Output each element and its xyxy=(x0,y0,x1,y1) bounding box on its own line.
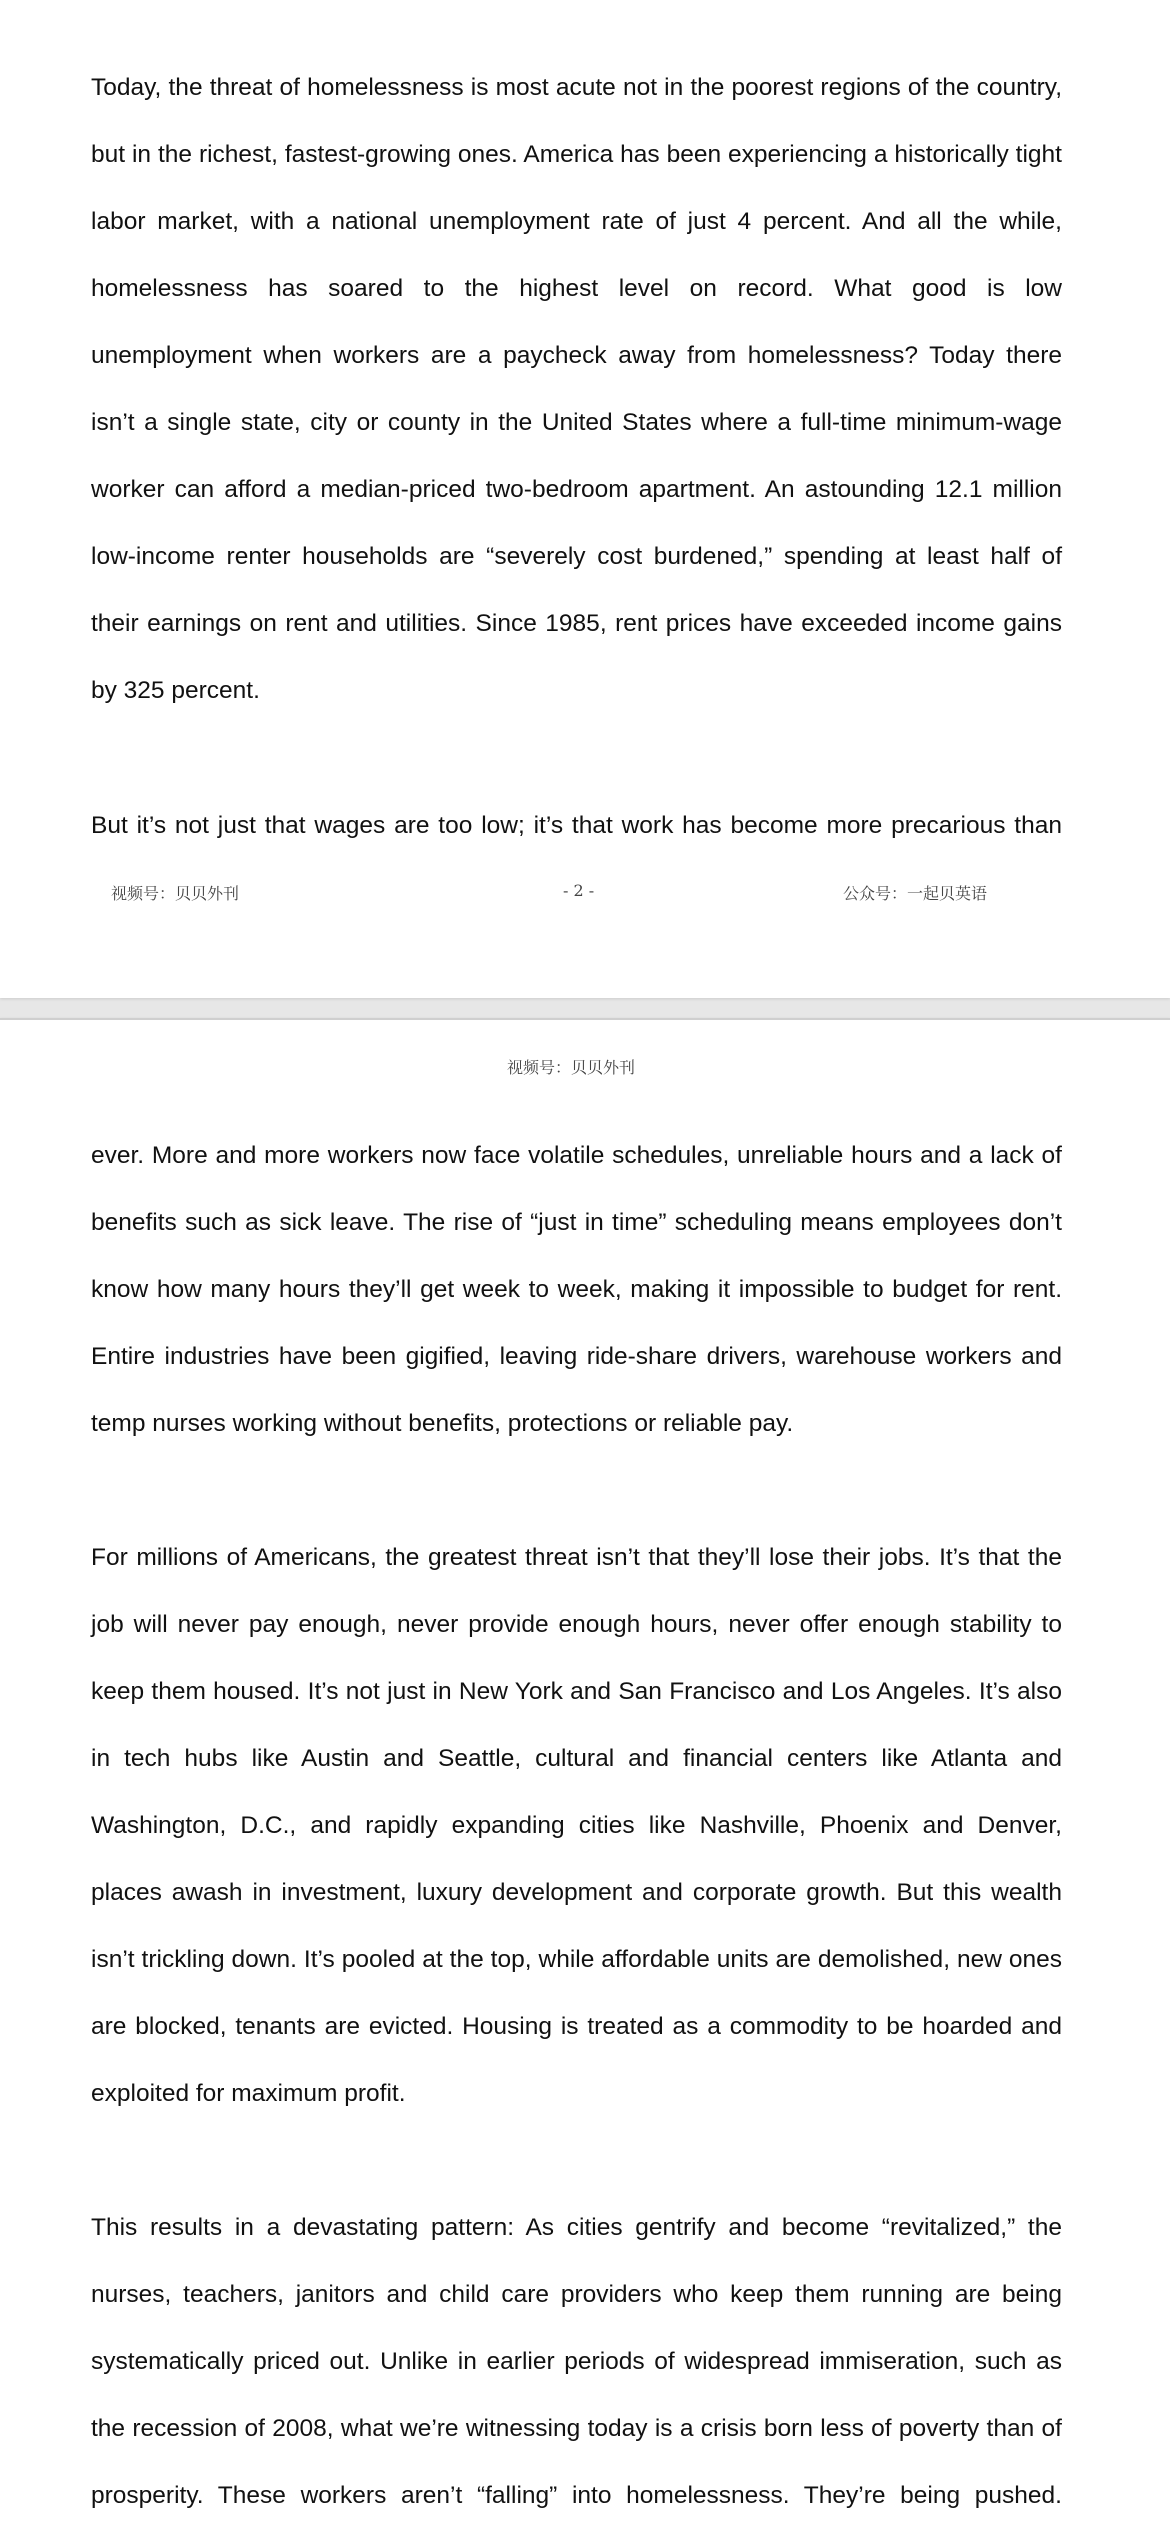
paragraph-greatest-threat: For millions of Americans, the greatest threat isn’t that they’ll lose their jobs. It’s that the job will never pay enough, never provide enough hours, never offer enough stability to keep them housed. It’s not just in New York and San Francisco and Los Angeles. It’s also in tech hubs like Austin and Seattle, cultural and financial centers like Atlanta and Washington, D.C., and rapidly expanding cities like Nashville, Phoenix and Denver, places awash in investment, luxury development and corporate growth. But this wealth isn’t trickling down. It’s pooled at the top, while affordable units are demolished, new ones are blocked, tenants are evicted. Housing is treated as a commodity to be hoarded and exploited for maximum profit. xyxy=(91,1544,1062,2107)
footer-right-official-account: 公众号：一起贝英语 xyxy=(843,884,988,903)
paragraph-precarious-work-start: But it’s not just that wages are too low; it’s that work has become more precarious than xyxy=(91,812,1062,839)
paragraph-homelessness-threat: Today, the threat of homelessness is most acute not in the poorest regions of the country, but in the richest, fastest-growing ones. America has been experiencing a historically tight labor market, with a national unemployment rate of just 4 percent. And all the while, homelessness has soared to the highest level on record. What good is low unemployment when workers are a paycheck away from homelessness? Today there isn’t a single state, city or county in the United States where a full-time minimum-wage worker can afford a median-priced two-bedroom apartment. An astounding 12.1 million low-income renter households are “severely cost burdened,” spending at least half of their earnings on rent and utilities. Since 1985, rent prices have exceeded income gains by 325 percent. xyxy=(91,74,1062,704)
document-page-2 xyxy=(0,0,1170,998)
header-video-channel: 视频号：贝贝外刊 xyxy=(507,1058,636,1077)
footer-page-number: - 2 - xyxy=(563,881,595,900)
footer-left-video-channel: 视频号：贝贝外刊 xyxy=(111,884,240,903)
paragraph-precarious-work-end: ever. More and more workers now face volatile schedules, unreliable hours and a lack of benefits such as sick leave. The rise of “just in time” scheduling means employees don’t know how many hours they’ll get week to week, making it impossible to budget for rent. Entire industries have been gigified, leaving ride-share drivers, warehouse workers and temp nurses working without benefits, protections or reliable pay. xyxy=(91,1142,1062,1437)
document-page-3 xyxy=(0,1018,1170,2534)
paragraph-devastating-pattern: This results in a devastating pattern: As cities gentrify and become “revitalized,” the nurses, teachers, janitors and child care providers who keep them running are being systematically priced out. Unlike in earlier periods of widespread immiseration, such as the recession of 2008, what we’re witnessing today is a crisis born less of poverty than of prosperity. These workers aren’t “falling” into homelessness. They’re being pushed. xyxy=(91,2214,1062,2509)
